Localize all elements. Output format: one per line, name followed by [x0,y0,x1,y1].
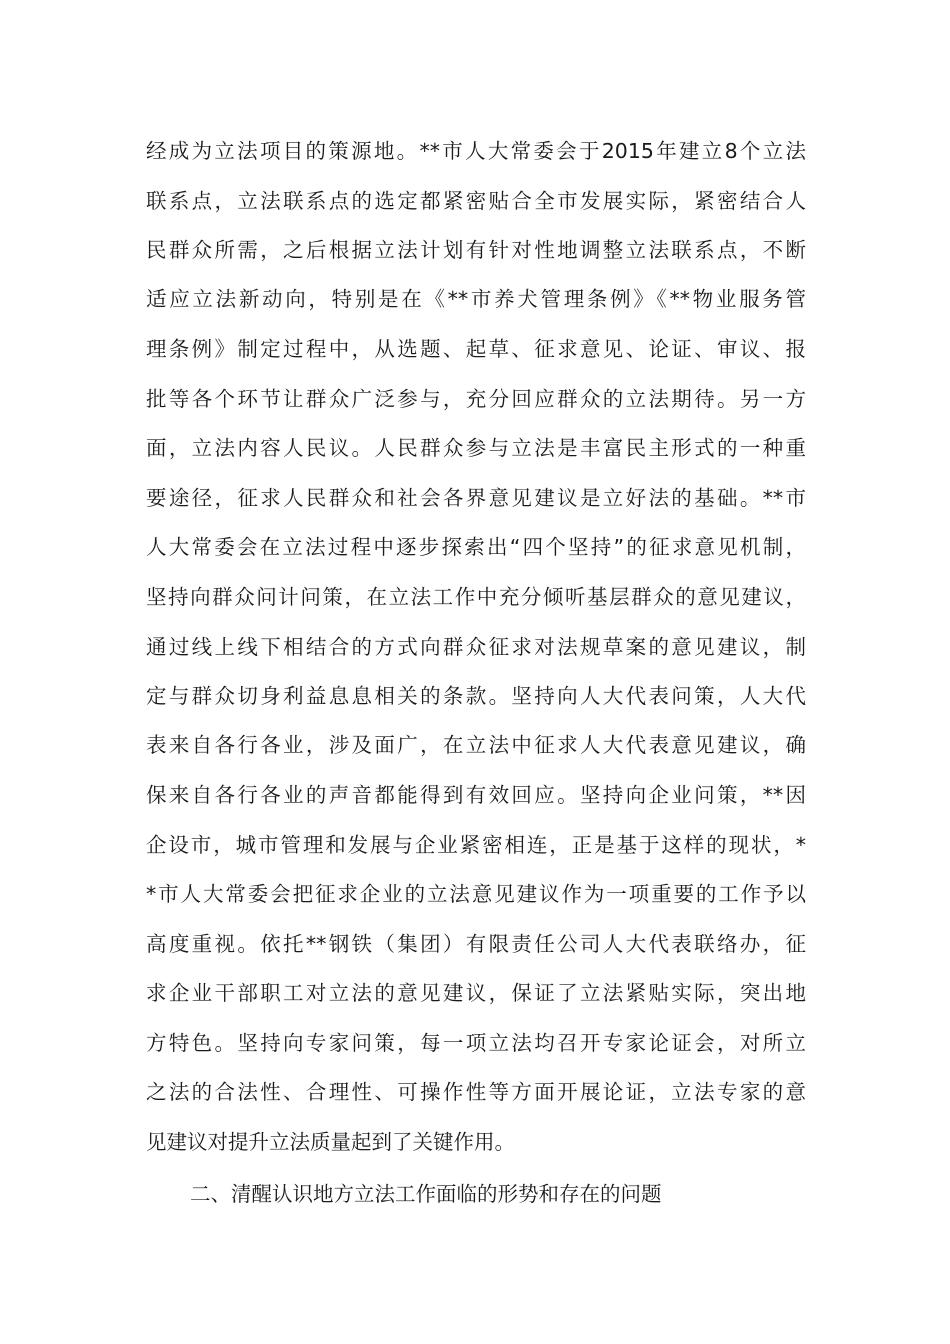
paragraph-line: 批等各个环节让群众广泛参与，充分回应群众的立法期待。另一方 [146,387,806,411]
paragraph-line: 人大常委会在立法过程中逐步探索出“四个坚持”的征求意见机制， [146,535,806,559]
paragraph-line: 适应立法新动向，特别是在《**市养犬管理条例》《**物业服务管 [146,287,806,311]
paragraph-line: 之法的合法性、合理性、可操作性等方面开展论证，立法专家的意 [146,1080,806,1104]
paragraph-line: 面，立法内容人民议。人民群众参与立法是丰富民主形式的一种重 [146,436,806,460]
paragraph-line-last: 见建议对提升立法质量起到了关键作用。 [146,1130,515,1154]
paragraph-line: 求企业干部职工对立法的意见建议，保证了立法紧贴实际，突出地 [146,981,806,1005]
paragraph-line: 理条例》制定过程中，从选题、起草、征求意见、论证、审议、报 [146,337,806,361]
paragraph-line: 企设市，城市管理和发展与企业紧密相连，正是基于这样的现状，* [146,833,806,857]
section-heading: 二、清醒认识地方立法工作面临的形势和存在的问题 [190,1182,662,1206]
paragraph-line: 联系点，立法联系点的选定都紧密贴合全市发展实际，紧密结合人 [146,189,806,213]
paragraph-line: 坚持向群众问计问策，在立法工作中充分倾听基层群众的意见建议， [146,585,806,609]
paragraph-line: 高度重视。依托**钢铁（集团）有限责任公司人大代表联络办，征 [146,932,806,956]
paragraph-line: 方特色。坚持向专家问策，每一项立法均召开专家论证会，对所立 [146,1031,806,1055]
paragraph-line: 通过线上线下相结合的方式向群众征求对法规草案的意见建议，制 [146,635,806,659]
paragraph-line: 定与群众切身利益息息相关的条款。坚持向人大代表问策，人大代 [146,684,806,708]
paragraph-line: 要途径，征求人民群众和社会各界意见建议是立好法的基础。**市 [146,486,806,510]
paragraph-line: 保来自各行各业的声音都能得到有效回应。坚持向企业问策，**因 [146,783,806,807]
paragraph-line: 经成为立法项目的策源地。**市人大常委会于2015年建立8个立法 [146,139,806,163]
paragraph-line: 民群众所需，之后根据立法计划有针对性地调整立法联系点，不断 [146,238,806,262]
paragraph-line: 表来自各行各业，涉及面广，在立法中征求人大代表意见建议，确 [146,733,806,757]
paragraph-line: *市人大常委会把征求企业的立法意见建议作为一项重要的工作予以 [146,882,806,906]
